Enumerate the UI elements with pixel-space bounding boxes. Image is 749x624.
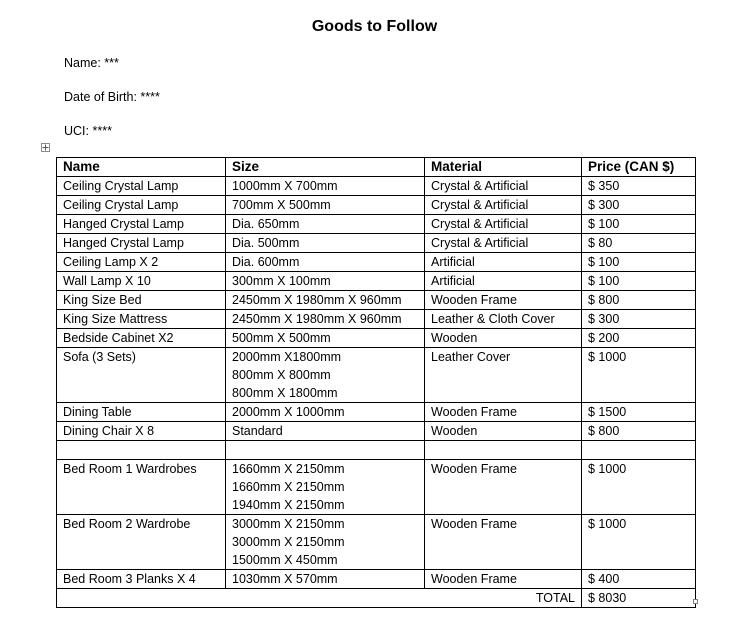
total-label[interactable]: TOTAL — [57, 589, 582, 608]
cell-price[interactable]: $ 100 — [582, 215, 696, 234]
cell-price[interactable]: $ 200 — [582, 329, 696, 348]
cell-name[interactable]: Bed Room 2 Wardrobe — [57, 515, 226, 570]
table-move-handle-icon[interactable] — [41, 143, 50, 152]
cell-name[interactable]: Dining Table — [57, 403, 226, 422]
cell-size[interactable] — [226, 441, 425, 460]
cell-price[interactable]: $ 300 — [582, 196, 696, 215]
goods-table — [56, 157, 696, 608]
cell-name[interactable]: Hanged Crystal Lamp — [57, 234, 226, 253]
cell-size[interactable] — [226, 403, 425, 422]
table-row — [57, 460, 696, 515]
size-line: 2000mm X 1000mm — [232, 405, 345, 419]
cell-price[interactable]: $ 800 — [582, 422, 696, 441]
table-row — [57, 215, 696, 234]
size-line: 3000mm X 2150mm — [232, 535, 345, 549]
cell-material[interactable]: Crystal & Artificial — [425, 215, 582, 234]
cell-material[interactable]: Wooden Frame — [425, 460, 582, 515]
date-of-birth-field: Date of Birth: **** — [64, 90, 160, 104]
size-line: Standard — [232, 424, 283, 438]
cell-price[interactable]: $ 800 — [582, 291, 696, 310]
size-line: 800mm X 1800mm — [232, 386, 338, 400]
cell-name[interactable]: King Size Bed — [57, 291, 226, 310]
cell-name[interactable]: Ceiling Lamp X 2 — [57, 253, 226, 272]
table-row — [57, 291, 696, 310]
cell-price[interactable]: $ 300 — [582, 310, 696, 329]
size-line: Dia. 500mm — [232, 236, 300, 250]
cell-size[interactable] — [226, 215, 425, 234]
table-row — [57, 196, 696, 215]
table-row — [57, 177, 696, 196]
cell-price[interactable]: $ 80 — [582, 234, 696, 253]
cell-size[interactable] — [226, 570, 425, 589]
size-line: 1000mm X 700mm — [232, 179, 338, 193]
cell-price[interactable]: $ 1000 — [582, 348, 696, 403]
cell-name[interactable]: Bedside Cabinet X2 — [57, 329, 226, 348]
size-line: Dia. 600mm — [232, 255, 300, 269]
size-line — [232, 441, 418, 459]
cell-price[interactable]: $ 1500 — [582, 403, 696, 422]
table-row — [57, 253, 696, 272]
uci-field: UCI: **** — [64, 124, 112, 138]
cell-material[interactable]: Wooden — [425, 329, 582, 348]
cell-name[interactable]: Bed Room 3 Planks X 4 — [57, 570, 226, 589]
cell-size[interactable] — [226, 422, 425, 441]
size-line: 800mm X 800mm — [232, 368, 331, 382]
size-line: Dia. 650mm — [232, 217, 300, 231]
cell-material[interactable]: Crystal & Artificial — [425, 234, 582, 253]
cell-name[interactable] — [57, 441, 226, 460]
cell-size[interactable] — [226, 329, 425, 348]
cell-name[interactable]: Hanged Crystal Lamp — [57, 215, 226, 234]
size-line: 300mm X 100mm — [232, 274, 331, 288]
header-name[interactable]: Name — [57, 158, 226, 177]
cell-price[interactable]: $ 1000 — [582, 515, 696, 570]
table-row — [57, 348, 696, 403]
cell-size[interactable] — [226, 234, 425, 253]
cell-size[interactable] — [226, 177, 425, 196]
cell-price[interactable]: $ 400 — [582, 570, 696, 589]
header-size[interactable]: Size — [226, 158, 425, 177]
cell-price[interactable]: $ 350 — [582, 177, 696, 196]
cell-material[interactable]: Artificial — [425, 272, 582, 291]
cell-size[interactable] — [226, 291, 425, 310]
cell-price[interactable] — [582, 441, 696, 460]
cell-size[interactable] — [226, 310, 425, 329]
cell-name[interactable]: Bed Room 1 Wardrobes — [57, 460, 226, 515]
table-row — [57, 441, 696, 460]
table-row — [57, 570, 696, 589]
cell-material[interactable]: Crystal & Artificial — [425, 177, 582, 196]
size-line: 1500mm X 450mm — [232, 553, 338, 567]
size-line: 2450mm X 1980mm X 960mm — [232, 293, 402, 307]
table-resize-handle[interactable] — [693, 599, 698, 604]
size-line: 2450mm X 1980mm X 960mm — [232, 312, 402, 326]
cell-name[interactable]: Dining Chair X 8 — [57, 422, 226, 441]
table-row — [57, 422, 696, 441]
size-line: 1030mm X 570mm — [232, 572, 338, 586]
cell-material[interactable]: Wooden Frame — [425, 570, 582, 589]
size-line: 3000mm X 2150mm — [232, 517, 345, 531]
total-value[interactable]: $ 8030 — [582, 589, 696, 608]
cell-material[interactable]: Artificial — [425, 253, 582, 272]
cell-name[interactable]: Ceiling Crystal Lamp — [57, 177, 226, 196]
cell-size[interactable] — [226, 460, 425, 515]
table-row — [57, 234, 696, 253]
size-line: 2000mm X1800mm — [232, 350, 342, 364]
table-header-row — [57, 158, 696, 177]
cell-size[interactable] — [226, 515, 425, 570]
cell-name[interactable]: Ceiling Crystal Lamp — [57, 196, 226, 215]
size-line: 700mm X 500mm — [232, 198, 331, 212]
total-row — [57, 589, 696, 608]
table-row — [57, 329, 696, 348]
cell-material[interactable]: Wooden Frame — [425, 403, 582, 422]
cell-material[interactable]: Wooden Frame — [425, 291, 582, 310]
cell-material[interactable] — [425, 441, 582, 460]
cell-material[interactable]: Leather & Cloth Cover — [425, 310, 582, 329]
cell-size[interactable] — [226, 272, 425, 291]
cell-name[interactable]: King Size Mattress — [57, 310, 226, 329]
size-line: 1940mm X 2150mm — [232, 498, 345, 512]
document-title: Goods to Follow — [311, 18, 438, 35]
header-material[interactable]: Material — [425, 158, 582, 177]
cell-material[interactable]: Crystal & Artificial — [425, 196, 582, 215]
cell-material[interactable]: Wooden Frame — [425, 515, 582, 570]
cell-size[interactable] — [226, 196, 425, 215]
table-row — [57, 403, 696, 422]
cell-name[interactable]: Wall Lamp X 10 — [57, 272, 226, 291]
cell-size[interactable] — [226, 253, 425, 272]
cell-material[interactable]: Wooden — [425, 422, 582, 441]
cell-price[interactable]: $ 100 — [582, 272, 696, 291]
table-row — [57, 515, 696, 570]
table-row — [57, 272, 696, 291]
header-price[interactable]: Price (CAN $) — [582, 158, 696, 177]
cell-price[interactable]: $ 1000 — [582, 460, 696, 515]
size-line: 500mm X 500mm — [232, 331, 331, 345]
size-line: 1660mm X 2150mm — [232, 480, 345, 494]
cell-name[interactable]: Sofa (3 Sets) — [57, 348, 226, 403]
table-row — [57, 310, 696, 329]
cell-size[interactable] — [226, 348, 425, 403]
name-field: Name: *** — [64, 56, 119, 70]
cell-material[interactable]: Leather Cover — [425, 348, 582, 403]
size-line: 1660mm X 2150mm — [232, 462, 345, 476]
cell-price[interactable]: $ 100 — [582, 253, 696, 272]
